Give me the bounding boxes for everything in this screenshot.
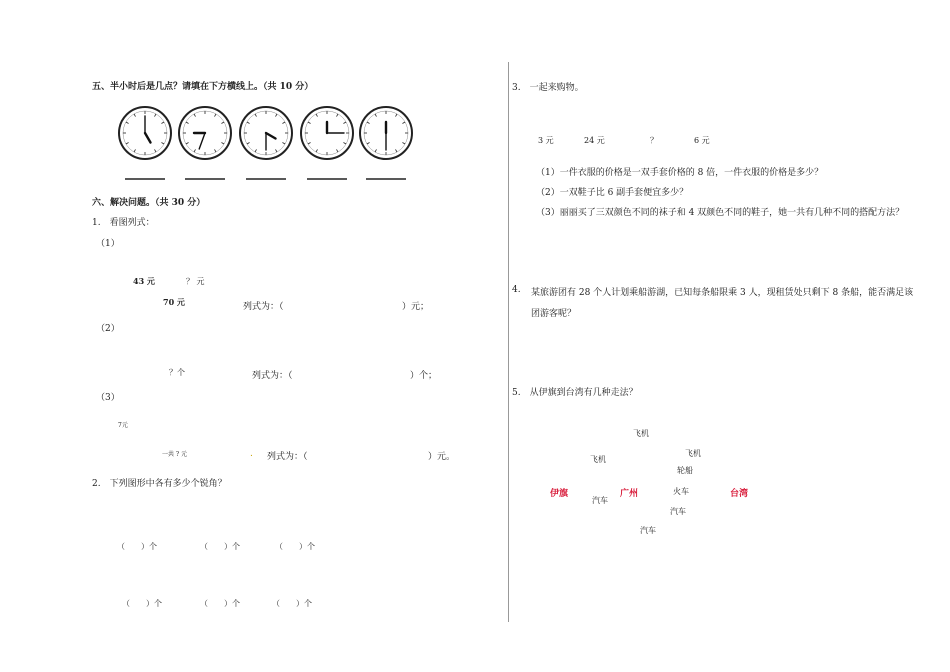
santa-icon — [534, 410, 562, 456]
route-plane-right: 飞机 — [685, 449, 701, 458]
shape-trapezoid — [276, 508, 308, 528]
q1-label: 1. 看图列式： — [92, 218, 155, 228]
dress-icons — [114, 412, 232, 432]
route-plane-top: 飞机 — [633, 429, 649, 438]
place-taiwan: 台湾 — [730, 489, 749, 499]
shape-rays — [188, 496, 240, 530]
q2-blank-3[interactable]: （ ）个 — [275, 542, 315, 551]
cabbage-icons — [112, 342, 242, 352]
route-train: 火车 — [673, 487, 689, 496]
route-plane-left: 飞机 — [590, 455, 606, 464]
q1-p3-number: （3） — [96, 393, 120, 403]
clock-icon — [179, 107, 231, 159]
q1-p3-formula-end: ）元。 — [428, 452, 456, 462]
q3-price-shoes: 24 元 — [584, 136, 605, 145]
q3-price-gloves: 6 元 — [694, 136, 710, 145]
q2-blank-1[interactable]: （ ）个 — [117, 542, 157, 551]
q3-question-3: （3）丽丽买了三双颜色不同的袜子和 4 双颜色不同的鞋子，她一共有几种不同的搭配方法？ — [536, 208, 905, 218]
q3-price-socks: 3 元 — [538, 136, 554, 145]
clock-icon — [240, 107, 292, 159]
q1-p2-number: （2） — [96, 324, 120, 334]
place-yiqi: 伊旗 — [550, 489, 569, 499]
q3-price-sweater: ？ — [650, 136, 658, 145]
place-guangzhou: 广州 — [620, 489, 639, 499]
q1-p1-price1: 43 元 — [133, 276, 155, 286]
q1-p1-number: （1） — [96, 239, 120, 249]
shape-rectangle — [119, 563, 161, 587]
q4-label: 4. — [512, 285, 521, 295]
shape-irregular-quad — [114, 506, 158, 528]
q3-question-2: （2）一双鞋子比 6 副手套便宜多少？ — [536, 188, 689, 198]
star-marker-icons — [557, 469, 748, 485]
q4-line1: 某旅游团有 28 个人计划乘船游湖，已知每条船限乘 3 人，现租赁处只剩下 8 条船，能否满足该 — [531, 288, 914, 298]
column-divider — [508, 62, 509, 622]
q1-p3-dot: . — [250, 449, 253, 459]
route-ship: 轮船 — [677, 466, 693, 475]
clock-icon — [119, 107, 171, 159]
q1-p3-formula-label: 列式为：（ — [267, 452, 308, 462]
q4-line2: 团游客呢？ — [531, 309, 577, 319]
shape-right-triangle — [196, 556, 236, 586]
q1-p3-under: 一共 ? 元 — [162, 451, 188, 458]
q1-p2-formula-label: 列式为：（ — [252, 371, 293, 381]
q2-label: 2. 下列图形中各有多少个锐角？ — [92, 479, 227, 489]
q1-p3-tag: 7元 — [118, 422, 128, 429]
q5-label: 5. 从伊旗到台湾有几种走法？ — [512, 388, 638, 398]
clock-icon — [360, 107, 412, 159]
q2-blank-5[interactable]: （ ）个 — [200, 599, 240, 608]
q1-p1-total: 70 元 — [163, 297, 185, 307]
q1-p1-price2: ？ 元 — [186, 277, 205, 286]
pen-icon — [172, 260, 206, 269]
route-bus-right: 汽车 — [670, 507, 686, 516]
q2-blank-6[interactable]: （ ）个 — [272, 599, 312, 608]
clock-icon — [301, 107, 353, 159]
q2-blank-2[interactable]: （ ）个 — [200, 542, 240, 551]
q1-p2-formula-end: ）个； — [410, 371, 438, 381]
sweater-icon — [636, 100, 668, 128]
q3-label: 3. 一起来购物。 — [512, 83, 584, 93]
q3-question-1: （1）一件衣服的价格是一双手套价格的 8 倍，一件衣服的价格是多少？ — [536, 168, 824, 178]
q1-p2-under: ？个 — [169, 368, 185, 377]
pencil-box-icon — [114, 255, 156, 274]
route-bus-bottom: 汽车 — [640, 526, 656, 535]
section6-title: 六、解决问题。（共 30 分） — [92, 198, 206, 208]
route-bus-left: 汽车 — [592, 496, 608, 505]
shape-square — [274, 560, 300, 586]
section5-title: 五、半小时后是几点？请填在下方横线上。（共 10 分） — [92, 82, 314, 92]
q1-p1-formula-label: 列式为：（ — [243, 302, 284, 312]
q2-blank-4[interactable]: （ ）个 — [122, 599, 162, 608]
q1-p1-formula-end: ）元； — [402, 302, 430, 312]
